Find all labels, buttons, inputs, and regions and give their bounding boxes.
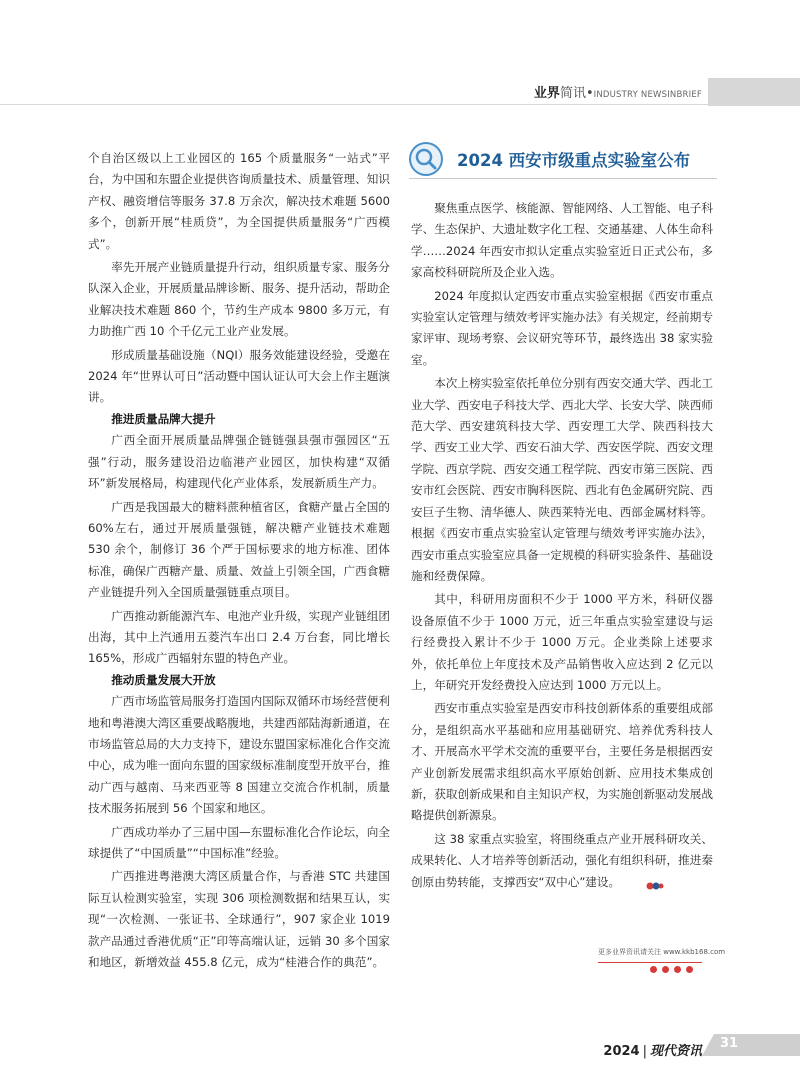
left-paragraph: 广西是我国最大的糖料蔗种植省区，食糖产量占全国的 60%左右，通过开展质量强链，解决糖产业链技术难题 530 余个，制修订 36 个严于国标要求的地方标准、团体标准，确保广西糖产量、质量、效益上引领全国，广西食糖产业链提升列入全国质量强链重点项目。 (88, 499, 390, 600)
header-gray-tab (708, 78, 800, 106)
left-subheading: 推动质量发展大开放 (111, 672, 216, 687)
footer-separator: | (642, 1044, 647, 1059)
dot-icon (650, 966, 657, 973)
left-paragraph: 个自治区级以上工业园区的 165 个质量服务“一站式”平台，为中国和东盟企业提供咨询质量技术、质量管理、知识产权、融资增信等服务 37.8 万余次，解决技术难题 5600 多个，创新开展“桂质贷”，为全国提供质量服务“广西模式”。 (88, 151, 390, 251)
right-paragraph: 根据《西安市重点实验室认定管理与绩效考评实施办法》，西安市重点实验室应具备一定规模的科研实验条件、基础设施和经费保障。 (411, 526, 713, 583)
left-subheading: 推进质量品牌大提升 (111, 411, 216, 426)
dot-icon (674, 966, 681, 973)
footer-year: 2024 (603, 1044, 640, 1059)
left-paragraph: 广西成功举办了三届中国—东盟标准化合作论坛，向全球提供了“中国质量”“中国标准”经验。 (88, 824, 390, 860)
header-divider (0, 104, 800, 105)
left-paragraph: 广西市场监管局服务打造国内国际双循环市场经营便利地和粤港澳大湾区重要战略腹地，共建西部陆海新通道，在市场监管总局的大力支持下，建设东盟国家标准化合作交流中心，成为唯一面向东盟的国家级标准制度型开放平台，推动广西与越南、马来西亚等 8 国建立交流合作机制，质量技术服务拓展到 56 个国家和地区。 (88, 694, 390, 816)
dot-icon (686, 966, 693, 973)
magnifier-icon (409, 142, 443, 176)
right-paragraph: 本次上榜实验室依托单位分别有西安交通大学、西北工业大学、西安电子科技大学、西北大学、长安大学、陕西师范大学、西安建筑科技大学、西安理工大学、陕西科技大学、西安工业大学、西安石油大学、西安医学院、西安文理学院、西京学院、西安交通工程学院、西安市第三医院、西安市红会医院、西安市胸科医院、西北有色金属研究院、西安巨子生物、清华德人、陕西莱特光电、西部金属材料等。 (411, 376, 713, 519)
right-paragraph-final (411, 829, 713, 893)
article-title: 2024 西安市级重点实验室公布 (457, 151, 691, 170)
page-footer (603, 1040, 702, 1060)
magazine-name: 现代资讯 (649, 1044, 702, 1059)
promo-dots (650, 958, 698, 977)
left-column (88, 148, 390, 973)
left-paragraph: 率先开展产业链质量提升行动，组织质量专家、服务分队深入企业，开展质量品牌诊断、服务、提升活动，帮助企业解决技术难题 860 个，节约生产成本 9800 多万元，有力助推广西 10 个千亿元工业产业发展。 (88, 260, 390, 339)
left-paragraph: 广西推进粤港澳大湾区质量合作，与香港 STC 共建国际互认检测实验室，实现 306 项检测数据和结果互认，实现“一次检测、一张证书、全球通行”，907 家企业 1019 款产品通过香港优质“正”印等高端认证，远销 30 多个国家和地区，新增效益 455.8 亿元，成为“桂港合作的典范”。 (88, 869, 390, 970)
left-paragraph: 广西推动新能源汽车、电池产业升级，实现产业链组团出海，其中上汽通用五菱汽车出口 2.4 万台套，同比增长 165%，形成广西辐射东盟的特色产业。 (88, 608, 390, 666)
right-paragraph: 其中，科研用房面积不少于 1000 平方米，科研仪器设备原值不少于 1000 万元，近三年重点实验室建设与运行经费投入累计不少于 1000 万元。企业类除上述要求外，依托单位上年度技术及产品销售收入应达到 2 亿元以上，年研究开发经费投入应达到 1000 万元以上。 (411, 592, 713, 692)
section-dot: • (585, 86, 594, 101)
section-english: INDUSTRY NEWSINBRIEF (593, 90, 702, 100)
section-name: 业界 (533, 86, 560, 101)
page-number-tab (702, 1034, 800, 1062)
right-paragraph: 聚焦重点医学、核能源、智能网络、人工智能、电子科学、生态保护、大遗址数字化工程、交通基建、人体生命科学……2024 年西安市拟认定重点实验室近日正式公布，多家高校科研院所及企业入选。 (411, 201, 713, 280)
right-paragraph-text: 这 38 家重点实验室，将围绕重点产业开展科研攻关、成果转化、人才培养等创新活动，强化有组织科研，推进秦创原由势转能，支撑西安“双中心”建设。 (411, 831, 713, 889)
right-paragraph: 2024 年度拟认定西安市重点实验室根据《西安市重点实验室认定管理与绩效考评实施办法》有关规定，经前期专家评审、现场考察、会议研究等环节，最终选出 38 家实验室。 (411, 288, 713, 367)
section-header-label (534, 82, 702, 101)
right-paragraph: 西安市重点实验室是西安市科技创新体系的重要组成部分，是组织高水平基础和应用基础研究、培养优秀科技人才、开展高水平学术交流的重要平台，主要任务是根据西安产业创新发展需求组织高水平原始创新、应用技术集成创新，获取创新成果和自主知识产权，为实施创新驱动发展战略提供创新源泉。 (411, 701, 713, 823)
promo-text: 更多业界资讯请关注 www.kkb168.com (598, 948, 726, 956)
left-paragraph: 广西全面开展质量品牌强企链链强县强市强园区“五强”行动，服务建设沿边临港产业园区，加快构建“双循环”新发展格局，构建现代化产业体系，发展新质生产力。 (88, 433, 390, 491)
end-mark-icon (623, 877, 641, 887)
page-number: 31 (720, 1036, 739, 1051)
page-tab-corner (702, 1034, 714, 1056)
section-sub: 简讯 (559, 86, 586, 101)
right-column (411, 198, 713, 893)
article-title-bar (409, 140, 717, 179)
left-paragraph: 形成质量基础设施（NQI）服务效能建设经验，受邀在 2024 年“世界认可日”活动暨中国认证认可大会上作主题演讲。 (88, 347, 390, 405)
dot-icon (662, 966, 669, 973)
